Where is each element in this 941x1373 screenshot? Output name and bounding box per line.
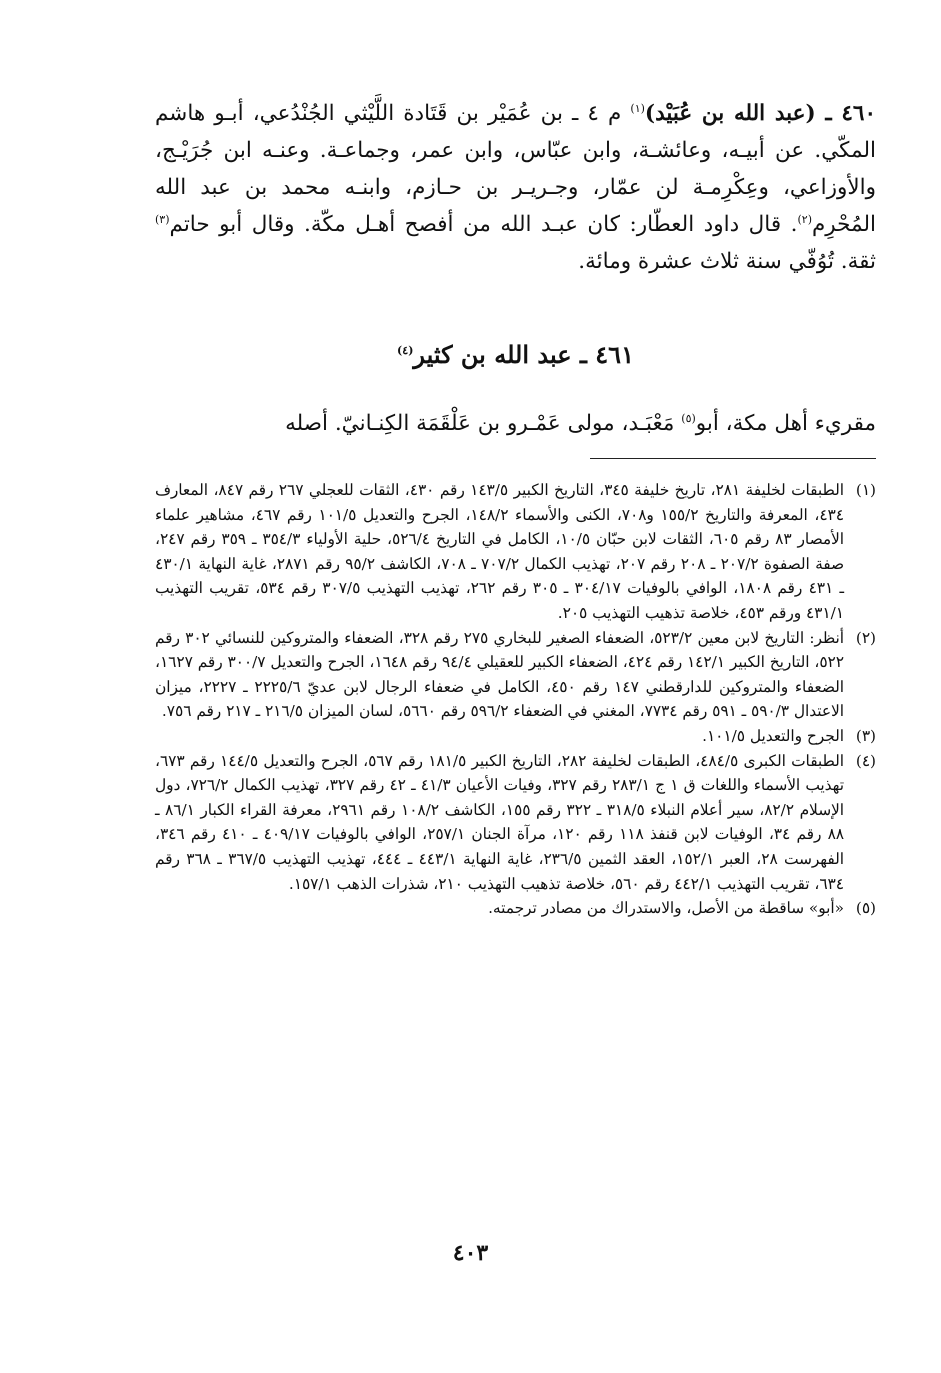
footnote-5 — [155, 896, 876, 921]
entry-461-lead — [155, 405, 876, 442]
footnote-ref-4: (٤) — [397, 344, 414, 357]
footnote-divider — [590, 458, 876, 459]
entry-461-lead-a: مقريء أهل مكة، أبو — [695, 411, 876, 436]
footnote-ref-5: (٥) — [681, 411, 696, 425]
footnotes — [155, 478, 876, 921]
footnote-4 — [155, 749, 876, 897]
entry-461-heading-block — [155, 340, 876, 369]
entry-460-line2: أبـو هاشم المكّي. عن أبيـه، وعائشـة، وابن عبّاس، وابن عمر، وجماعـة. — [155, 101, 876, 163]
footnote-ref-3: (٣) — [155, 212, 170, 226]
entry-460-line4a: محمد بن عبد الله المُحْرِم — [155, 175, 876, 237]
entry-460-heading: ٤٦٠ ـ (عبد الله بن عُبَيْد) — [644, 101, 877, 126]
footnote-2-text: أنظر: التاريخ لابن معين ٥٢٣/٢، الضعفاء الصغير للبخاري ٢٧٥ رقم ٣٢٨، الضعفاء والمتروكين للنسائي ٣٠٢ رقم ٥٢٢، التاريخ الكبير ١٤٢/١ رقم ٤٢٤، الضعفاء الكبير للعقيلي ٩٤/٤ رقم ١٦٤٨، الجرح والتعديل ٣٠٠/٧ رقم ١٦٢٧، الضعفاء والمتروكين للدارقطني ١٤٧ رقم ٤٥٠، الكامل في ضعفاء الرجال لابن عديّ ٢٢٢٥/٦ ـ ٢٢٢٧، ميزان الاعتدال ٥٩٠/٣ ـ ٥٩١ رقم ٧٧٣٤، المغني في الضعفاء ٥٩٦/٢ رقم ٥٦٦٠، لسان الميزان ٢١٦/٥ ـ ٢١٧ رقم ٧٥٦. — [155, 628, 844, 721]
entry-460-line5b: ثقة. تُوُفّي سنة ثلاث عشرة ومائة. — [578, 249, 876, 274]
entry-460-line4b: . قال داود العطّار: كان عبـد الله من أفصح أهـل — [355, 212, 798, 237]
footnote-ref-2: (٢) — [797, 212, 812, 226]
entry-461-lead-b: مَعْبَـد، مولى عَمْـرو بن عَلْقَمَة الكِنـانيّ. أصله — [285, 411, 682, 436]
footnote-2 — [155, 626, 876, 724]
footnote-4-text: الطبقات الكبرى ٤٨٤/٥، الطبقات لخليفة ٢٨٢، التاريخ الكبير ١٨١/٥ رقم ٥٦٧، الجرح والتعديل ١٤٤/٥ رقم ٦٧٣، تهذيب الأسماء واللغات ق ١ ج ٢٨٣/١ رقم ٣٢٧، وفيات الأعيان ٤١/٣ ـ ٤٢ رقم ٣٢٧، تهذيب الكمال ٧٢٦/٢، دول الإسلام ٨٢/٢، سير أعلام النبلاء ٣١٨/٥ ـ ٣٢٢ رقم ١٥٥، الكاشف ١٠٨/٢ رقم ٢٩٦١، معرفة القراء الكبار ٨٦/١ ـ ٨٨ رقم ٣٤، الوفيات لابن قنفذ ١١٨ رقم ١٢٠، مرآة الجنان ٢٥٧/١، الوافي بالوفيات ٤٠٩/١٧ ـ ٤١٠ رقم ٣٤٦، الفهرست ٢٨، العبر ١٥٢/١، العقد الثمين ٢٣٦/٥، غاية النهاية ٤٤٣/١ ـ ٤٤٤، تهذيب التهذيب ٣٦٧/٥ ـ ٣٦٨ رقم ٦٣٤، تقريب التهذيب ٤٤٢/١ رقم ٥٦٠، خلاصة تذهيب التهذيب ٢١٠، شذرات الذهب ١٥٧/١. — [155, 751, 845, 893]
footnote-4-number: (٤) — [855, 751, 876, 770]
entry-460 — [155, 95, 876, 280]
footnote-1-number: (١) — [855, 481, 876, 499]
footnote-3 — [155, 724, 876, 749]
footnote-3-number: (٣) — [855, 726, 876, 745]
footnote-1-text: الطبقات لخليفة ٢٨١، تاريخ خليفة ٣٤٥، التاريخ الكبير ١٤٣/٥ رقم ٤٣٠، الثقات للعجلي ٢٦٧ رقم ٨٤٧، المعارف ٤٣٤، المعرفة والتاريخ ١٥٥/٢ و٧٠٨، الكنى والأسماء ١٤٨/٢، الجرح والتعديل ١٠١/٥ رقم ٤٦٧، مشاهير علماء الأمصار ٨٣ رقم ٦٠٥، الثقات لابن حبّان ١٠/٥، الكامل في التاريخ ٥٢٦/٤، حلية الأولياء ٣٥٤/٣ ـ ٣٥٩ رقم ٢٤٧، صفة الصفوة ٢٠٧/٢ ـ ٢٠٨ رقم ٢٠٧، تهذيب الكمال ٧٠٧/٢ ـ ٧٠٨، الكاشف ٩٥/٢ رقم ٢٨٧١، غاية النهاية ٤٣٠/١ ـ ٤٣١ رقم ١٨٠٨، الوافي بالوفيات ٣٠٤/١٧ ـ ٣٠٥ رقم ٢٦٢، تهذيب التهذيب ٣٠٧/٥ رقم ٥٣٤، تقريب التهذيب ٤٣١/١ ورقم ٤٥٣، خلاصة تذهيب التهذيب ٢٠٥. — [155, 481, 845, 622]
entry-460-line5a: مكّة. وقال أبو حاتم — [169, 212, 346, 237]
entry-460-line1: م ٤ ـ بن عُمَيْر بن قَتَادة اللَّيْثي الجُنْدُعي، — [252, 101, 631, 126]
entry-461-heading: ٤٦١ ـ عبد الله بن كثير — [413, 340, 634, 369]
footnote-5-number: (٥) — [855, 899, 876, 918]
footnote-1 — [155, 478, 876, 626]
entry-460-line3: وعنـه ابن جُرَيْـج، والأوزاعي، وعِكْرِمـة لن عمّار، وجـريـر بن حـازم، وابنـه — [155, 138, 876, 200]
footnote-3-text: الجرح والتعديل ١٠١/٥. — [702, 726, 844, 745]
footnote-ref-1: (١) — [630, 101, 645, 115]
footnote-2-number: (٢) — [855, 628, 876, 647]
page-number: ٤٠٣ — [452, 1240, 489, 1266]
footnote-5-text: «أبو» ساقطة من الأصل، والاستدراك من مصادر ترجمته. — [488, 899, 844, 918]
